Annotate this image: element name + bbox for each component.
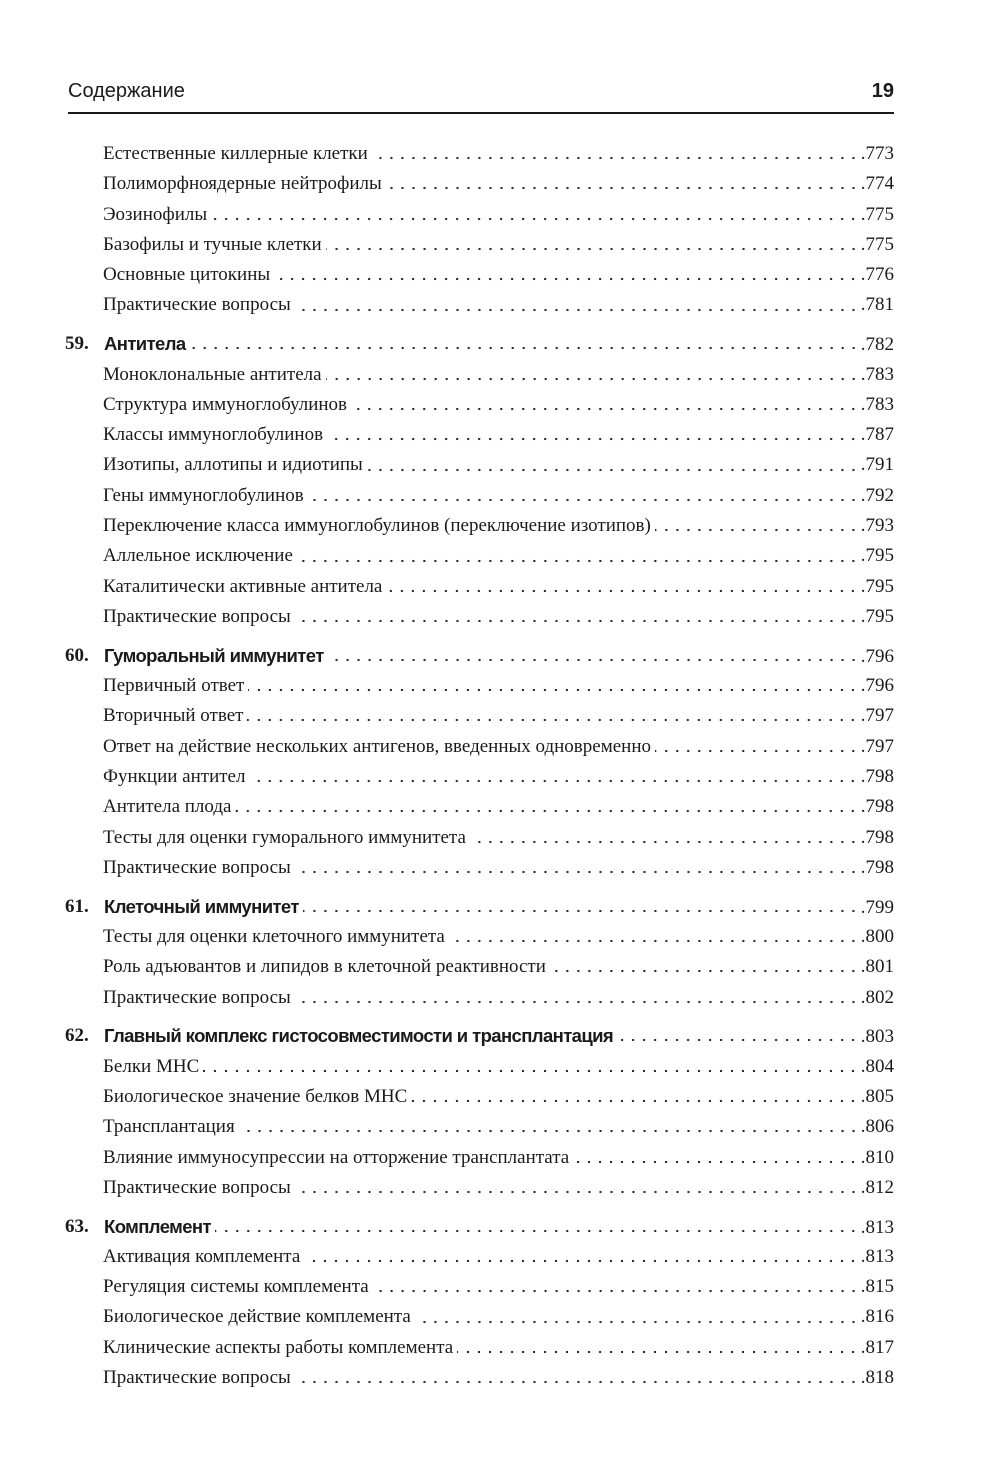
toc-section-entry[interactable] bbox=[0, 1272, 894, 1302]
page-number: 19 bbox=[871, 80, 894, 102]
toc-section-entry[interactable] bbox=[0, 1143, 894, 1173]
toc-section-entry[interactable] bbox=[0, 169, 894, 199]
section-title: Влияние иммуносупрессии на отторжение трансплантата bbox=[103, 1146, 570, 1168]
toc-section-entry[interactable] bbox=[0, 732, 894, 762]
toc-page-number: .797 bbox=[860, 705, 894, 727]
section-title: Изотипы, аллотипы и идиотипы bbox=[103, 454, 363, 476]
chapter-title: Антитела bbox=[104, 333, 186, 355]
section-title: Переключение класса иммуноглобулинов (переключение изотипов) bbox=[103, 515, 651, 537]
toc-section-entry[interactable] bbox=[0, 390, 894, 420]
toc-section-entry[interactable] bbox=[0, 420, 894, 450]
toc-page-number: .804 bbox=[860, 1055, 894, 1077]
toc-chapter-entry[interactable] bbox=[0, 1021, 894, 1051]
section-title: Биологическое значение белков МНС bbox=[103, 1085, 408, 1107]
section-title: Каталитически активные антитела bbox=[103, 575, 383, 597]
toc-page-number: .798 bbox=[860, 765, 894, 787]
dot-leader bbox=[295, 1190, 859, 1194]
dot-leader bbox=[411, 1099, 858, 1103]
toc-page-number: .795 bbox=[860, 545, 894, 567]
toc-page-number: .798 bbox=[860, 856, 894, 878]
chapter-title: Клеточный иммунитет bbox=[104, 895, 299, 917]
toc-page-number: .795 bbox=[860, 605, 894, 627]
section-title: Классы иммуноглобулинов bbox=[103, 424, 324, 446]
dot-leader bbox=[247, 718, 858, 722]
toc-section-entry[interactable] bbox=[0, 701, 894, 731]
dot-leader bbox=[373, 1289, 859, 1293]
toc-section-entry[interactable] bbox=[0, 572, 894, 602]
dot-leader bbox=[303, 909, 859, 913]
toc-section-entry[interactable] bbox=[0, 260, 894, 290]
toc-section-entry[interactable] bbox=[0, 360, 894, 390]
toc-chapter-entry[interactable] bbox=[0, 892, 894, 922]
section-title: Тесты для оценки гуморального иммунитета bbox=[103, 826, 466, 848]
toc-page-number: .813 bbox=[860, 1216, 894, 1238]
toc-section-entry[interactable] bbox=[0, 230, 894, 260]
toc-page-number: .812 bbox=[860, 1176, 894, 1198]
dot-leader bbox=[295, 308, 859, 312]
dot-leader bbox=[326, 247, 859, 251]
dot-leader bbox=[328, 658, 859, 662]
toc-page-number: .798 bbox=[860, 796, 894, 818]
dot-leader bbox=[550, 969, 859, 973]
section-title: Клинические аспекты работы комплемента bbox=[103, 1336, 454, 1358]
dot-leader bbox=[295, 1380, 859, 1384]
toc-section-entry[interactable] bbox=[0, 511, 894, 541]
section-title: Практические вопросы bbox=[103, 1176, 291, 1198]
toc-section-entry[interactable] bbox=[0, 200, 894, 230]
section-title: Практические вопросы bbox=[103, 605, 291, 627]
chapter-number: 59. bbox=[65, 333, 89, 355]
dot-leader bbox=[295, 870, 859, 874]
toc-chapter-entry[interactable] bbox=[0, 329, 894, 359]
toc-section-entry[interactable] bbox=[0, 1173, 894, 1203]
toc-section-entry[interactable] bbox=[0, 1082, 894, 1112]
dot-leader bbox=[211, 217, 859, 221]
toc-page-number: .783 bbox=[860, 393, 894, 415]
section-title: Практические вопросы bbox=[103, 294, 291, 316]
section-title: Моноклональные антитела bbox=[103, 363, 322, 385]
toc-page-number: .781 bbox=[860, 294, 894, 316]
dot-leader bbox=[239, 1129, 859, 1133]
toc-page-number: .791 bbox=[860, 454, 894, 476]
toc-section-entry[interactable] bbox=[0, 541, 894, 571]
section-title: Антитела плода bbox=[103, 796, 232, 818]
section-title: Базофилы и тучные клетки bbox=[103, 233, 322, 255]
dot-leader bbox=[308, 498, 859, 502]
toc-page-number: .776 bbox=[860, 264, 894, 286]
toc-page-number: .816 bbox=[860, 1306, 894, 1328]
chapter-title: Гуморальный иммунитет bbox=[104, 644, 324, 666]
section-title: Практические вопросы bbox=[103, 986, 291, 1008]
dot-leader bbox=[190, 346, 859, 350]
header-rule bbox=[68, 112, 894, 114]
dot-leader bbox=[372, 156, 859, 160]
section-title: Роль адъювантов и липидов в клеточной реактивности bbox=[103, 956, 546, 978]
toc-section-entry[interactable] bbox=[0, 762, 894, 792]
section-title: Основные цитокины bbox=[103, 264, 271, 286]
toc-page-number: .787 bbox=[860, 424, 894, 446]
toc-section-entry[interactable] bbox=[0, 853, 894, 883]
toc-page-number: .805 bbox=[860, 1085, 894, 1107]
dot-leader bbox=[386, 589, 858, 593]
dot-leader bbox=[617, 1038, 859, 1042]
dot-leader bbox=[573, 1160, 859, 1164]
toc-page-number: .803 bbox=[860, 1026, 894, 1048]
section-title: Трансплантация bbox=[103, 1116, 235, 1138]
toc-page-number: .773 bbox=[860, 143, 894, 164]
toc-section-entry[interactable] bbox=[0, 922, 894, 952]
dot-leader bbox=[215, 1229, 859, 1233]
toc-section-entry[interactable] bbox=[0, 1363, 894, 1393]
toc-page-number: .792 bbox=[860, 484, 894, 506]
section-title: Белки МНС bbox=[103, 1055, 200, 1077]
chapter-number: 60. bbox=[65, 644, 89, 666]
dot-leader bbox=[304, 1259, 858, 1263]
toc-section-entry[interactable] bbox=[0, 1333, 894, 1363]
dot-leader bbox=[297, 559, 859, 563]
toc-section-entry[interactable] bbox=[0, 290, 894, 320]
section-title: Практические вопросы bbox=[103, 856, 291, 878]
toc-page-number: .799 bbox=[860, 896, 894, 918]
dot-leader bbox=[655, 749, 859, 753]
page-header bbox=[68, 70, 894, 110]
toc-page-number: .800 bbox=[860, 925, 894, 947]
toc-page-number: .810 bbox=[860, 1146, 894, 1168]
section-title: Тесты для оценки клеточного иммунитета bbox=[103, 925, 445, 947]
toc-page-number: .782 bbox=[860, 334, 894, 356]
dot-leader bbox=[655, 528, 859, 532]
section-title: Гены иммуноглобулинов bbox=[103, 484, 304, 506]
toc-section-entry[interactable] bbox=[0, 1302, 894, 1332]
toc-page-number: .774 bbox=[860, 173, 894, 195]
toc-section-entry[interactable] bbox=[0, 1052, 894, 1082]
toc-page-number: .798 bbox=[860, 826, 894, 848]
section-title: Первичный ответ bbox=[103, 675, 245, 697]
toc-page-number: .815 bbox=[860, 1276, 894, 1298]
toc-section-entry[interactable] bbox=[0, 602, 894, 632]
dot-leader bbox=[326, 377, 859, 381]
section-title: Полиморфноядерные нейтрофилы bbox=[103, 173, 382, 195]
chapter-title: Главный комплекс гистосовместимости и трансплантация bbox=[104, 1025, 614, 1047]
section-title: Ответ на действие нескольких антигенов, введенных одновременно bbox=[103, 735, 652, 757]
dot-leader bbox=[415, 1320, 859, 1324]
section-title: Структура иммуноглобулинов bbox=[103, 393, 348, 415]
section-title: Аллельное исключение bbox=[103, 545, 293, 567]
toc-chapter-entry[interactable] bbox=[0, 1212, 894, 1242]
toc-section-entry[interactable] bbox=[0, 823, 894, 853]
table-of-contents bbox=[0, 139, 1000, 1393]
dot-leader bbox=[367, 468, 859, 472]
toc-page-number: .796 bbox=[860, 645, 894, 667]
toc-page-number: .797 bbox=[860, 735, 894, 757]
chapter-number: 63. bbox=[65, 1215, 89, 1237]
toc-section-entry[interactable] bbox=[0, 1242, 894, 1272]
toc-page-number: .802 bbox=[860, 986, 894, 1008]
section-title: Вторичный ответ bbox=[103, 705, 244, 727]
dot-leader bbox=[470, 840, 859, 844]
dot-leader bbox=[203, 1069, 858, 1073]
toc-page-number: .775 bbox=[860, 203, 894, 225]
dot-leader bbox=[235, 809, 858, 813]
section-title: Эозинофилы bbox=[103, 203, 208, 225]
running-head-title: Содержание bbox=[68, 80, 185, 102]
toc-page-number: .793 bbox=[860, 515, 894, 537]
dot-leader bbox=[457, 1350, 859, 1354]
section-title: Естественные киллерные клетки bbox=[103, 143, 368, 164]
dot-leader bbox=[327, 437, 859, 441]
toc-chapter-entry[interactable] bbox=[0, 641, 894, 671]
toc-page-number: .775 bbox=[860, 233, 894, 255]
toc-page-number: .783 bbox=[860, 363, 894, 385]
section-title: Функции антител bbox=[103, 765, 246, 787]
chapter-number: 61. bbox=[65, 895, 89, 917]
section-title: Активация комплемента bbox=[103, 1245, 301, 1267]
dot-leader bbox=[386, 186, 859, 190]
toc-page-number: .817 bbox=[860, 1336, 894, 1358]
toc-page-number: .806 bbox=[860, 1116, 894, 1138]
toc-section-entry[interactable] bbox=[0, 671, 894, 701]
toc-page-number: .813 bbox=[860, 1245, 894, 1267]
toc-section-entry[interactable] bbox=[0, 1112, 894, 1142]
dot-leader bbox=[295, 619, 859, 623]
toc-section-entry[interactable] bbox=[0, 450, 894, 480]
toc-page-number: .795 bbox=[860, 575, 894, 597]
section-title: Биологическое действие комплемента bbox=[103, 1306, 411, 1328]
toc-section-entry[interactable] bbox=[0, 139, 894, 169]
toc-page-number: .801 bbox=[860, 956, 894, 978]
chapter-title: Комплемент bbox=[104, 1215, 211, 1237]
toc-section-entry[interactable] bbox=[0, 792, 894, 822]
toc-page-number: .818 bbox=[860, 1367, 894, 1389]
dot-leader bbox=[248, 688, 858, 692]
toc-section-entry[interactable] bbox=[0, 952, 894, 982]
dot-leader bbox=[249, 779, 858, 783]
toc-page-number: .796 bbox=[860, 675, 894, 697]
dot-leader bbox=[449, 939, 859, 943]
chapter-number: 62. bbox=[65, 1025, 89, 1047]
section-title: Регуляция системы комплемента bbox=[103, 1276, 369, 1298]
dot-leader bbox=[274, 277, 859, 281]
dot-leader bbox=[351, 407, 859, 411]
toc-section-entry[interactable] bbox=[0, 481, 894, 511]
dot-leader bbox=[295, 1000, 859, 1004]
section-title: Практические вопросы bbox=[103, 1367, 291, 1389]
toc-section-entry[interactable] bbox=[0, 983, 894, 1013]
